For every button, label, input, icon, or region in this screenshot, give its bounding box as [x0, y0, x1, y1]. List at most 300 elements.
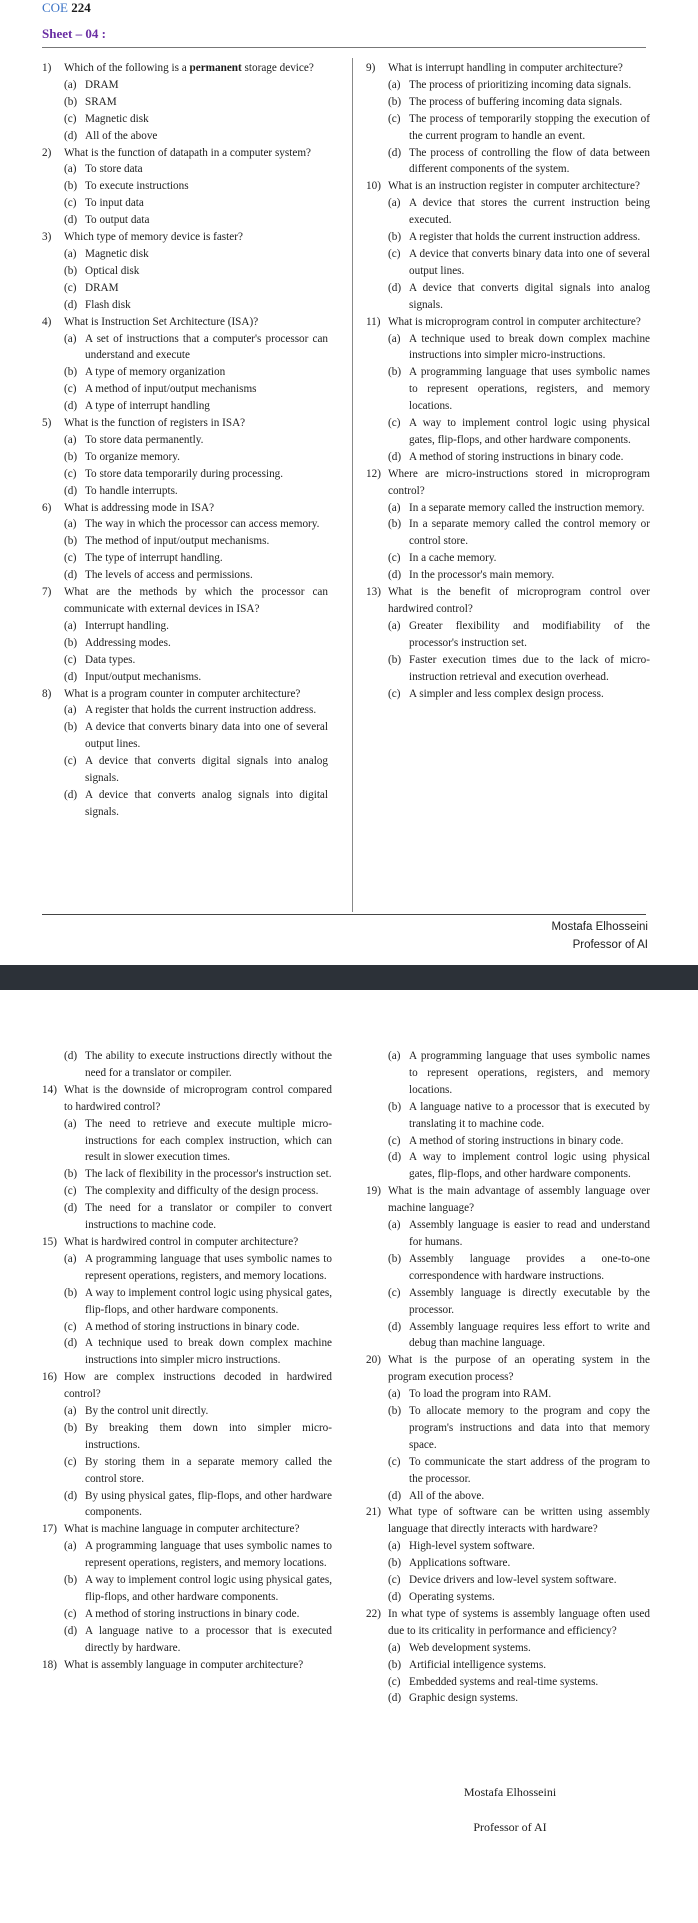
option-text: A language native to a processor that is executed directly by hardware. — [85, 1624, 332, 1654]
option-item — [42, 331, 328, 365]
question-number: 15) — [42, 1235, 57, 1248]
option-item — [366, 111, 650, 145]
option-text: To store data permanently. — [85, 433, 204, 446]
option-text: Assembly language provides a one-to-one correspondence with hardware instructions. — [409, 1252, 650, 1282]
question-item — [366, 1606, 650, 1707]
option-text: To output data — [85, 214, 150, 227]
option-letter: (b) — [64, 1168, 78, 1181]
option-letter: (d) — [388, 450, 402, 463]
option-item — [42, 753, 328, 787]
option-text: In a separate memory called the control memory or control store. — [409, 518, 650, 548]
option-letter: (c) — [388, 112, 401, 125]
option-text: Interrupt handling. — [85, 619, 169, 632]
question-item — [42, 1234, 332, 1369]
option-text: A register that holds the current instruction address. — [409, 231, 641, 244]
question-text: What are the methods by which the processor can communicate with external devices in ISA? — [64, 586, 328, 615]
question-number: 2) — [42, 146, 52, 159]
option-text: In a cache memory. — [409, 552, 497, 565]
option-text: A way to implement control logic using physical gates, flip-flops, and other hardware components. — [85, 1574, 332, 1603]
option-text: A way to implement control logic using physical gates, flip-flops, and other hardware components. — [409, 417, 650, 446]
option-item — [42, 212, 328, 229]
question-text: What is the downside of microprogram control compared to hardwired control? — [64, 1083, 332, 1113]
option-letter: (c) — [388, 552, 401, 565]
question-number: 16) — [42, 1371, 57, 1384]
option-letter: (d) — [388, 281, 402, 294]
option-item — [366, 1285, 650, 1319]
option-letter: (d) — [64, 569, 78, 582]
option-item — [366, 1674, 650, 1691]
option-letter: (a) — [388, 1540, 401, 1553]
signature — [551, 918, 648, 954]
option-letter: (c) — [64, 197, 77, 210]
option-letter: (d) — [388, 1320, 402, 1333]
question-stem — [42, 229, 328, 246]
option-letter: (b) — [64, 366, 78, 379]
question-item — [366, 584, 650, 702]
option-text: A method of storing instructions in binary code. — [409, 450, 624, 463]
question-number: 3) — [42, 231, 52, 244]
option-letter: (c) — [388, 1574, 401, 1587]
option-text: The process of temporarily stopping the execution of the current program to handle an event. — [409, 112, 650, 142]
option-text: Data types. — [85, 653, 136, 666]
option-item — [366, 686, 650, 703]
option-letter: (b) — [388, 1100, 402, 1113]
question-text-part: storage device? — [241, 62, 314, 74]
option-item — [366, 1690, 650, 1707]
option-item — [42, 398, 328, 415]
option-item — [42, 516, 328, 533]
question-stem — [366, 1352, 650, 1386]
question-number: 17) — [42, 1523, 57, 1536]
option-text: A device that converts binary data into one of several output lines. — [85, 721, 328, 751]
option-text: Magnetic disk — [85, 112, 149, 125]
question-item — [42, 1082, 332, 1234]
option-letter: (d) — [64, 400, 78, 413]
option-text: The ability to execute instructions directly without the need for a translator or compiler. — [85, 1050, 332, 1079]
option-letter: (d) — [64, 1624, 78, 1637]
question-item — [42, 1521, 332, 1656]
option-item — [42, 1183, 332, 1200]
question-text: What is a program counter in computer architecture? — [64, 687, 301, 700]
option-item — [42, 246, 328, 263]
option-text: A type of interrupt handling — [85, 400, 210, 413]
option-letter: (a) — [388, 619, 401, 632]
option-letter: (d) — [388, 569, 402, 582]
question-stem — [42, 1369, 332, 1403]
option-text: A device that converts analog signals into digital signals. — [85, 788, 328, 818]
question-text-part: Which of the following is a — [64, 62, 190, 74]
question-text — [64, 60, 328, 77]
option-text: In the processor's main memory. — [409, 569, 555, 582]
option-item — [42, 1454, 332, 1488]
option-text: Assembly language is directly executable by the processor. — [409, 1286, 650, 1316]
option-text: To organize memory. — [85, 450, 180, 463]
option-text: A device that converts binary data into one of several output lines. — [409, 247, 650, 277]
option-text: A method of input/output mechanisms — [85, 383, 257, 396]
option-text: Assembly language is easier to read and understand for humans. — [409, 1219, 650, 1248]
question-text: What is machine language in computer architecture? — [64, 1523, 300, 1536]
option-item — [42, 1166, 332, 1183]
option-letter: (d) — [388, 1692, 402, 1705]
option-letter: (d) — [64, 1050, 78, 1062]
option-letter: (c) — [64, 755, 77, 768]
option-letter: (b) — [64, 1286, 78, 1299]
option-item — [42, 483, 328, 500]
question-number: 5) — [42, 417, 52, 430]
question-stem — [42, 1657, 332, 1674]
option-text: A way to implement control logic using physical gates, flip-flops, and other hardware components. — [409, 1151, 650, 1181]
option-item — [42, 550, 328, 567]
option-item — [366, 1319, 650, 1353]
page1-left-column — [42, 60, 328, 821]
option-letter: (b) — [388, 366, 402, 379]
option-letter: (d) — [64, 1337, 78, 1350]
question-number: 12) — [366, 467, 381, 480]
option-item — [42, 94, 328, 111]
option-letter: (d) — [388, 1591, 402, 1603]
option-letter: (d) — [64, 129, 78, 142]
question-number: 22) — [366, 1607, 381, 1620]
option-letter: (b) — [64, 450, 78, 463]
signature-name: Mostafa Elhosseini — [463, 1785, 557, 1799]
option-letter: (a) — [64, 163, 77, 176]
option-text: The process of controlling the flow of data between different components of the system. — [409, 146, 650, 176]
option-text: A programming language that uses symbolic names to represent operations, registers, and memory locations. — [409, 1050, 650, 1096]
page2-right-column — [366, 1048, 650, 1707]
option-item — [42, 77, 328, 94]
option-letter: (d) — [388, 1489, 402, 1502]
option-text: All of the above. — [409, 1489, 485, 1502]
option-item — [42, 618, 328, 635]
question-text: What is an instruction register in computer architecture? — [388, 180, 640, 193]
question-text: In what type of systems is assembly language often used due to its criticality in performance and efficiency? — [388, 1607, 650, 1637]
option-item — [42, 1488, 332, 1522]
option-item — [42, 1538, 332, 1572]
question-text: What is Instruction Set Architecture (ISA)? — [64, 315, 259, 328]
option-text: The process of buffering incoming data signals. — [409, 95, 623, 108]
option-text: To allocate memory to the program and copy the program's instructions and data into that memory space. — [409, 1405, 650, 1451]
signature-name: Mostafa Elhosseini — [551, 921, 648, 933]
option-text: A technique used to break down complex machine instructions into simpler micro-instructions. — [409, 332, 650, 362]
option-text: By the control unit directly. — [85, 1405, 209, 1418]
option-item — [366, 364, 650, 415]
option-text: Assembly language requires less effort to write and debug than machine language. — [409, 1320, 650, 1350]
option-letter: (c) — [388, 417, 401, 430]
option-letter: (b) — [388, 95, 402, 108]
option-item — [42, 1251, 332, 1285]
question-stem — [42, 314, 328, 331]
option-item — [42, 702, 328, 719]
option-text: Addressing modes. — [85, 636, 171, 649]
option-letter: (c) — [64, 467, 77, 480]
option-text: DRAM — [85, 78, 119, 91]
option-letter: (d) — [64, 214, 78, 227]
question-stem — [366, 584, 650, 618]
option-letter: (d) — [64, 298, 78, 311]
page1-right-column — [366, 60, 650, 702]
question-number: 10) — [366, 180, 381, 193]
question-stem — [366, 466, 650, 500]
question-item — [366, 178, 650, 313]
option-item — [42, 1048, 332, 1082]
option-text: Operating systems. — [409, 1591, 495, 1603]
option-letter: (a) — [64, 247, 77, 260]
question-stem — [42, 145, 328, 162]
option-letter: (c) — [64, 1455, 77, 1468]
option-letter: (c) — [388, 247, 401, 260]
option-text: To store data temporarily during processing. — [85, 467, 284, 480]
option-letter: (a) — [64, 1252, 77, 1265]
option-letter: (b) — [388, 653, 402, 666]
option-text: To communicate the start address of the program to the processor. — [409, 1455, 650, 1485]
question-number: 20) — [366, 1354, 381, 1367]
option-text: A programming language that uses symbolic names to represent operations, registers, and memory locations. — [409, 366, 650, 413]
question-text: What is the function of registers in ISA? — [64, 417, 246, 430]
option-item — [366, 246, 650, 280]
option-text: A programming language that uses symbolic names to represent operations, registers, and memory locations. — [85, 1540, 332, 1570]
option-item — [42, 1572, 332, 1606]
option-text: All of the above — [85, 129, 158, 142]
option-letter: (b) — [388, 1557, 402, 1570]
option-item — [42, 635, 328, 652]
option-item — [366, 1133, 650, 1150]
question-stem — [42, 500, 328, 517]
question-item — [366, 466, 650, 584]
option-text: Input/output mechanisms. — [85, 670, 202, 683]
question-stem — [42, 584, 328, 618]
option-item — [366, 516, 650, 550]
option-letter: (d) — [64, 1202, 78, 1215]
option-letter: (b) — [64, 535, 78, 548]
option-text: Device drivers and low-level system software. — [409, 1574, 617, 1587]
option-letter: (d) — [388, 1151, 402, 1164]
option-item — [42, 1606, 332, 1623]
option-text: Magnetic disk — [85, 247, 149, 260]
option-item — [366, 1589, 650, 1606]
question-number: 4) — [42, 315, 52, 328]
option-letter: (a) — [388, 1050, 401, 1062]
option-item — [42, 719, 328, 753]
option-item — [366, 567, 650, 584]
option-item — [366, 77, 650, 94]
option-text: Artificial intelligence systems. — [409, 1658, 547, 1671]
question-number: 14) — [42, 1083, 57, 1096]
option-letter: (c) — [64, 552, 77, 565]
option-text: High-level system software. — [409, 1540, 535, 1553]
option-item — [366, 1555, 650, 1572]
option-text: A device that converts digital signals into analog signals. — [85, 755, 328, 785]
option-item — [366, 280, 650, 314]
option-letter: (a) — [388, 1388, 401, 1401]
option-letter: (a) — [388, 197, 401, 210]
question-stem — [42, 1234, 332, 1251]
option-item — [366, 415, 650, 449]
sheet-title: Sheet – 04 : — [42, 26, 106, 41]
question-text: What is interrupt handling in computer architecture? — [388, 62, 623, 74]
question-item — [42, 686, 328, 821]
option-text: A language native to a processor that is executed by translating it to machine code. — [409, 1100, 650, 1130]
option-item — [366, 500, 650, 517]
option-text: SRAM — [85, 95, 117, 108]
option-text: To execute instructions — [85, 180, 189, 193]
option-text: To input data — [85, 197, 144, 210]
option-text: The levels of access and permissions. — [85, 569, 253, 582]
option-letter: (b) — [64, 636, 78, 649]
option-item — [42, 652, 328, 669]
question-stem — [366, 178, 650, 195]
option-item — [366, 94, 650, 111]
option-letter: (c) — [64, 383, 77, 396]
question-number: 13) — [366, 586, 381, 599]
option-letter: (a) — [388, 332, 401, 345]
option-letter: (c) — [388, 1134, 401, 1147]
option-item — [366, 331, 650, 365]
question-item — [42, 415, 328, 500]
option-item — [42, 1403, 332, 1420]
option-item — [42, 1420, 332, 1454]
question-text: How are complex instructions decoded in hardwired control? — [64, 1371, 332, 1401]
option-item — [366, 195, 650, 229]
option-item — [366, 1217, 650, 1251]
option-letter: (a) — [388, 1641, 401, 1654]
option-letter: (b) — [388, 1405, 402, 1418]
option-text: The process of prioritizing incoming data signals. — [409, 78, 632, 91]
question-item — [42, 500, 328, 585]
option-item — [42, 195, 328, 212]
question-stem — [366, 1183, 650, 1217]
option-text: A set of instructions that a computer's processor can understand and execute — [85, 332, 328, 362]
question-item — [42, 1369, 332, 1521]
question-item — [366, 314, 650, 466]
option-letter: (c) — [64, 1320, 77, 1333]
question-text: Where are micro-instructions stored in microprogram control? — [388, 467, 650, 497]
option-letter: (c) — [64, 281, 77, 294]
option-item — [42, 364, 328, 381]
option-item — [42, 1285, 332, 1319]
option-text: The need to retrieve and execute multiple micro-instructions for each complex instruction, which can result in slower execution times. — [85, 1117, 332, 1164]
option-item — [42, 128, 328, 145]
option-letter: (a) — [64, 1117, 77, 1130]
signature-title: Professor of AI — [572, 939, 648, 951]
option-letter: (a) — [64, 332, 77, 345]
option-letter: (c) — [388, 1455, 401, 1468]
option-letter: (d) — [64, 484, 78, 497]
option-letter: (b) — [388, 231, 402, 244]
option-item — [366, 1572, 650, 1589]
option-item — [366, 229, 650, 246]
page-2 — [0, 990, 698, 1923]
option-item — [366, 1640, 650, 1657]
option-item — [366, 1149, 650, 1183]
question-text: What type of software can be written using assembly language that directly interacts with hardware? — [388, 1506, 650, 1536]
option-letter: (b) — [388, 1252, 402, 1265]
option-text: Embedded systems and real-time systems. — [409, 1675, 599, 1688]
page2-left-column — [42, 1048, 332, 1674]
option-letter: (c) — [388, 687, 401, 700]
option-text: A simpler and less complex design process. — [409, 687, 604, 700]
option-text: Web development systems. — [409, 1641, 531, 1654]
option-letter: (c) — [388, 1286, 401, 1299]
option-letter: (a) — [64, 78, 77, 91]
option-item — [42, 280, 328, 297]
question-number: 9) — [366, 62, 376, 74]
footer-divider — [42, 914, 646, 915]
option-item — [42, 381, 328, 398]
option-letter: (a) — [64, 518, 77, 531]
header-divider — [42, 47, 646, 48]
question-stem — [42, 686, 328, 703]
option-text: A register that holds the current instruction address. — [85, 704, 317, 717]
option-text: To handle interrupts. — [85, 484, 178, 497]
question-stem — [366, 314, 650, 331]
option-text: The way in which the processor can access memory. — [85, 518, 320, 531]
option-letter: (d) — [64, 670, 78, 683]
option-item — [42, 1116, 332, 1167]
option-item — [42, 567, 328, 584]
question-item — [366, 1183, 650, 1352]
signature-title: Professor of AI — [473, 1820, 547, 1834]
option-text: The method of input/output mechanisms. — [85, 535, 270, 548]
question-number: 18) — [42, 1658, 57, 1671]
question-stem — [42, 1082, 332, 1116]
option-letter: (a) — [64, 1405, 77, 1418]
option-letter: (d) — [64, 1489, 78, 1502]
question-number: 6) — [42, 501, 52, 514]
option-item — [42, 449, 328, 466]
question-stem — [42, 60, 328, 77]
column-divider — [352, 58, 353, 912]
option-letter: (d) — [64, 788, 78, 801]
question-number: 7) — [42, 586, 52, 599]
option-item — [366, 1454, 650, 1488]
option-item — [366, 1403, 650, 1454]
option-item — [42, 669, 328, 686]
option-letter: (c) — [64, 1607, 77, 1620]
option-item — [42, 1319, 332, 1336]
question-stem — [42, 415, 328, 432]
question-item — [366, 1352, 650, 1504]
option-text: In a separate memory called the instruction memory. — [409, 501, 645, 514]
option-letter: (a) — [64, 433, 77, 446]
question-text: What is the function of datapath in a computer system? — [64, 146, 311, 159]
option-text: A method of storing instructions in binary code. — [409, 1134, 624, 1147]
option-item — [366, 550, 650, 567]
question-text: What is addressing mode in ISA? — [64, 501, 215, 514]
option-letter: (a) — [388, 1219, 401, 1232]
question-item — [42, 1657, 332, 1674]
option-text: A device that stores the current instruction being executed. — [409, 197, 650, 227]
option-text: A programming language that uses symbolic names to represent operations, registers, and memory locations. — [85, 1252, 332, 1282]
option-item — [366, 652, 650, 686]
option-text: Faster execution times due to the lack of micro-instruction retrieval and execution overhead. — [409, 653, 650, 683]
option-item — [42, 263, 328, 280]
option-item — [42, 466, 328, 483]
option-letter: (b) — [64, 264, 78, 277]
option-text: A device that converts digital signals into analog signals. — [409, 281, 650, 311]
option-text: A way to implement control logic using physical gates, flip-flops, and other hardware components. — [85, 1286, 332, 1316]
question-text: What is assembly language in computer architecture? — [64, 1658, 304, 1671]
question-text: What is microprogram control in computer architecture? — [388, 315, 641, 328]
option-letter: (b) — [64, 180, 78, 193]
option-text: The lack of flexibility in the processor's instruction set. — [85, 1168, 332, 1181]
option-letter: (b) — [388, 518, 402, 531]
question-text: What is the purpose of an operating system in the program execution process? — [388, 1354, 650, 1384]
question-item — [42, 584, 328, 685]
option-text: Greater flexibility and modifiability of the processor's instruction set. — [409, 619, 650, 649]
option-text: To store data — [85, 163, 143, 176]
option-item — [42, 1200, 332, 1234]
option-text: Optical disk — [85, 264, 140, 277]
